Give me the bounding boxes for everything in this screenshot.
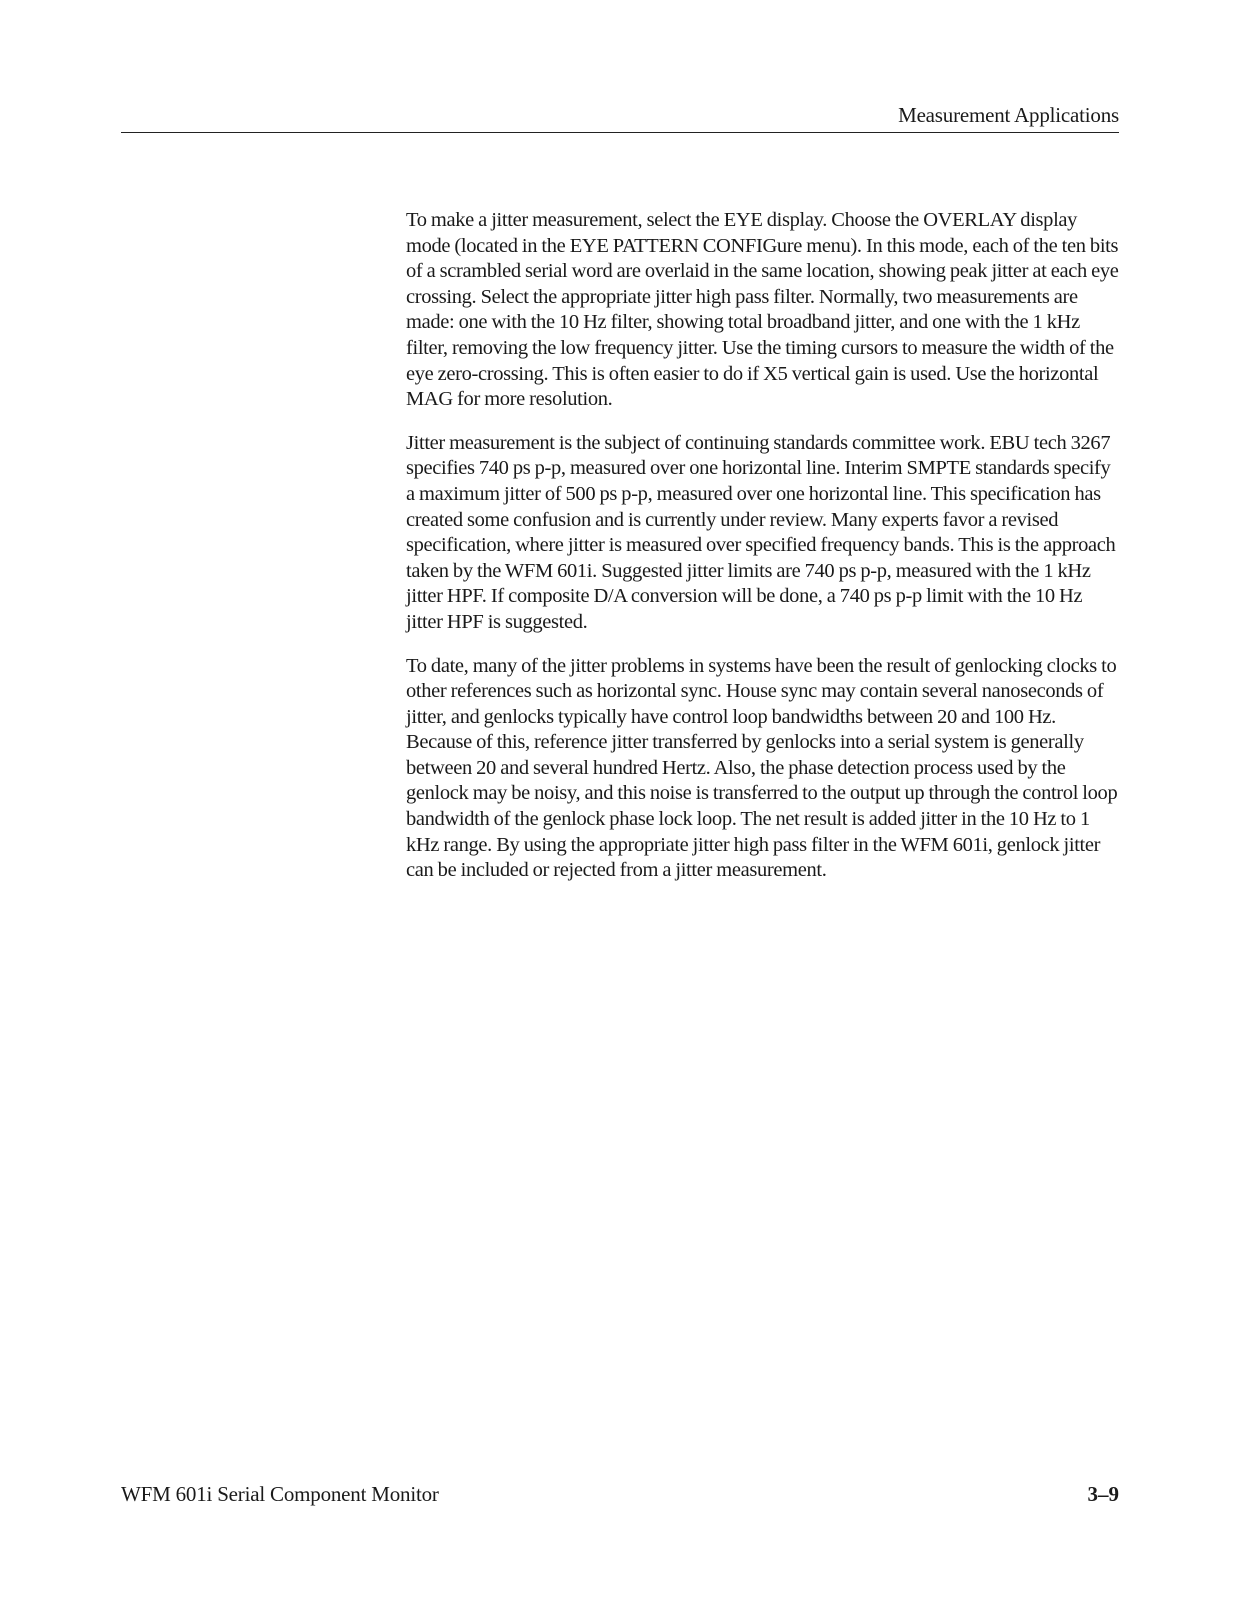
footer-manual-title: WFM 601i Serial Component Monitor (121, 1482, 439, 1506)
paragraph-genlock-jitter: To date, many of the jitter problems in systems have been the result of genlocking clocks to other references such as horizontal sync. House sync may contain several nanoseconds of jitter, and genlocks typically have control loop bandwidths between 20 and 100 Hz. Because of this, reference jitter transferred by genlocks into a serial system is generally between 20 and several hundred Hertz. Also, the phase detection process used by the genlock may be noisy, and this noise is transferred to the output up through the control loop bandwidth of the genlock phase lock loop. The net result is added jitter in the 10 Hz to 1 kHz range. By using the appropriate jitter high pass filter in the WFM 601i, genlock jitter can be included or rejected from a jitter measurement. (406, 654, 1118, 882)
section-title: Measurement Applications (898, 103, 1119, 127)
paragraph-jitter-standards: Jitter measurement is the subject of continuing standards committee work. EBU tech 3267 specifies 740 ps p-p, measured over one horizontal line. Interim SMPTE standards specify a maximum jitter of 500 ps p-p, measured over one horizontal line. This specification has created some confusion and is currently under review. Many experts favor a revised specification, where jitter is measured over specified frequency bands. This is the approach taken by the WFM 601i. Suggested jitter limits are 740 ps p-p, measured with the 1 kHz jitter HPF. If composite D/A conversion will be done, a 740 ps p-p limit with the 10 Hz jitter HPF is suggested. (406, 431, 1116, 633)
page-header (121, 102, 1119, 133)
footer-page-number: 3–9 (1087, 1482, 1119, 1506)
paragraph-jitter-procedure: To make a jitter measurement, select the EYE display. Choose the OVERLAY display mode (located in the EYE PATTERN CONFIGure menu). In this mode, each of the ten bits of a scrambled serial word are overlaid in the same location, showing peak jitter at each eye crossing. Select the appropriate jitter high pass filter. Normally, two measurements are made: one with the 10 Hz filter, showing total broadband jitter, and one with the 1 kHz filter, removing the low frequency jitter. Use the timing cursors to measure the width of the eye zero-crossing. This is often easier to do if X5 vertical gain is used. Use the horizontal MAG for more resolution. (406, 209, 1119, 411)
body-text (406, 208, 1122, 902)
